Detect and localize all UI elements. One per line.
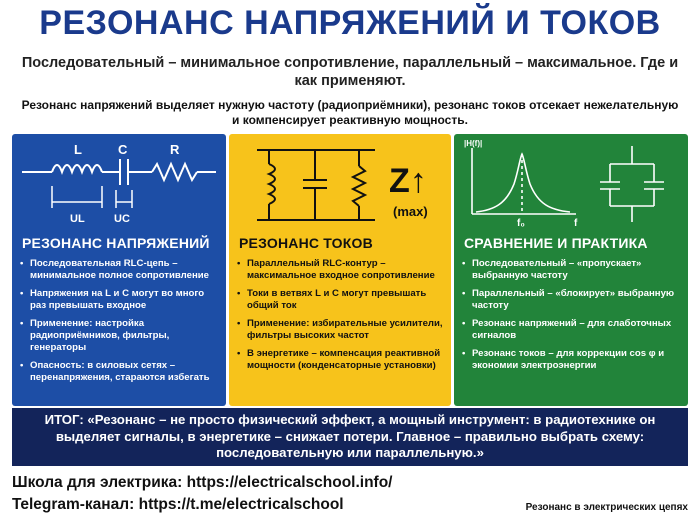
panel-title: СРАВНЕНИЕ И ПРАКТИКА [464, 235, 648, 251]
panel-list [462, 258, 682, 378]
list-item: • Применение: избирательные усилители, фильтры высоких частот [237, 318, 445, 342]
list-item: • Параллельный RLC-контур – максимальное входное сопротивление [237, 258, 445, 282]
page-subtitle: Последовательный – минимальное сопротивление, параллельный – максимальное. Где и как применяют. [21, 55, 679, 89]
max-label: (max) [393, 204, 428, 219]
image-caption: Резонанс в электрических цепях [525, 502, 688, 513]
list-item: • Опасность: в силовых сетях – перенапряжения, стараются избегать [20, 360, 220, 384]
panel-title: РЕЗОНАНС ТОКОВ [239, 235, 373, 251]
label-c: C [118, 142, 128, 157]
page-title: РЕЗОНАНС НАПРЯЖЕНИЙ И ТОКОВ [39, 4, 661, 42]
summary-box [12, 408, 688, 466]
list-item: • В энергетике – компенсация реактивной мощности (конденсаторные установки) [237, 348, 445, 372]
panel-current-resonance [229, 134, 451, 406]
school-link[interactable]: Школа для электрика: https://electricalschool.info/ [12, 474, 393, 491]
list-item: • Параллельный – «блокирует» выбранную частоту [462, 288, 682, 312]
summary-text: ИТОГ: «Резонанс – не просто физический эффект, а мощный инструмент: в радиотехнике он выделяет сигналы, в энергетике – снижает потери. Главное – правильно выбрать схему: последовательную или параллельную.» [44, 412, 656, 461]
panel-list [20, 258, 220, 390]
list-item: • Последовательная RLC-цепь – минимальное полное сопротивление [20, 258, 220, 282]
frequency-response-diagram [454, 134, 688, 230]
impedance-max-label: Z↑ [389, 162, 427, 200]
panel-comparison [454, 134, 688, 406]
panel-voltage-resonance [12, 134, 226, 406]
panel-title: РЕЗОНАНС НАПРЯЖЕНИЙ [22, 235, 210, 251]
list-item: • Резонанс напряжений – для слаботочных сигналов [462, 318, 682, 342]
parallel-rlc-diagram [229, 134, 451, 230]
page-description: Резонанс напряжений выделяет нужную частоту (радиоприёмники), резонанс токов отсекает нежелательную и компенсирует реактивную мощность. [21, 98, 679, 127]
axis-x-label: f [574, 218, 578, 229]
list-item: • Напряжения на L и C могут во много раз превышать входное [20, 288, 220, 312]
list-item: • Токи в ветвях L и C могут превышать общий ток [237, 288, 445, 312]
list-item: • Резонанс токов – для коррекции cos φ и экономии электроэнергии [462, 348, 682, 372]
list-item: • Последовательный – «пропускает» выбранную частоту [462, 258, 682, 282]
axis-y-label: |H(f)| [464, 139, 483, 148]
list-item: • Применение: настройка радиоприёмников, фильтры, генераторы [20, 318, 220, 354]
telegram-link[interactable]: Telegram-канал: https://t.me/electricalschool [12, 496, 344, 513]
f0-label: f₀ [517, 218, 525, 229]
series-rlc-diagram [12, 134, 226, 230]
label-uc: UC [114, 213, 130, 225]
label-l: L [74, 142, 82, 157]
panel-list [237, 258, 445, 378]
label-r: R [170, 142, 180, 157]
label-ul: UL [70, 213, 85, 225]
